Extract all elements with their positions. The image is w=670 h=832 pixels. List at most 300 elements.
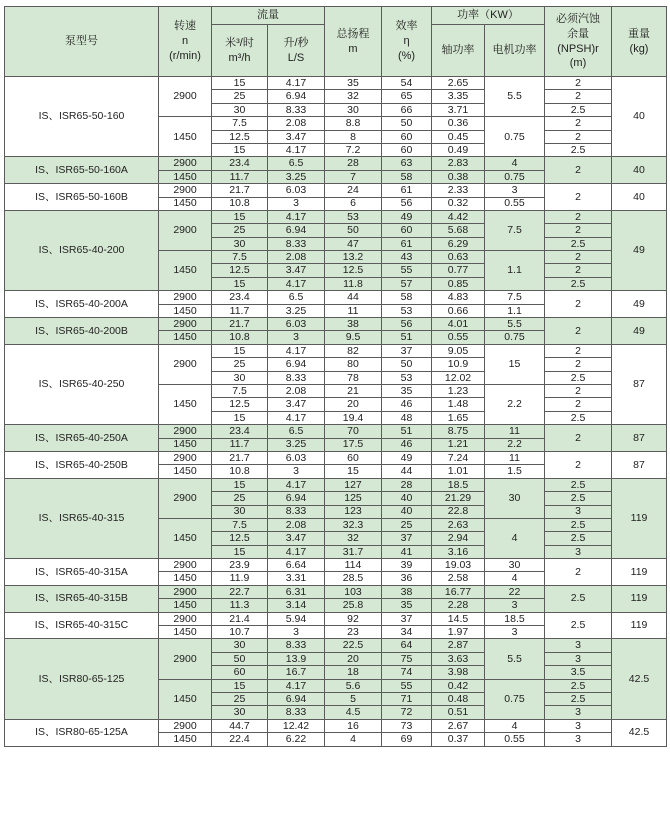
speed-cell: 1450: [159, 572, 212, 585]
efficiency-cell: 40: [382, 492, 432, 505]
motor-power-cell: 4: [485, 518, 545, 558]
pump-model-cell: IS、ISR65-40-250B: [5, 451, 159, 478]
flow-m3h-cell: 7.5: [212, 117, 268, 130]
efficiency-cell: 50: [382, 117, 432, 130]
head-cell: 70: [325, 425, 382, 438]
npsh-cell: 2: [545, 398, 612, 411]
pump-model-cell: IS、ISR65-40-200A: [5, 291, 159, 318]
head-cell: 13.2: [325, 251, 382, 264]
shaft-power-cell: 10.9: [432, 358, 485, 371]
shaft-power-cell: 0.37: [432, 733, 485, 746]
head-cell: 20: [325, 652, 382, 665]
motor-power-cell: 5.5: [485, 318, 545, 331]
speed-cell: 2900: [159, 184, 212, 197]
head-cell: 103: [325, 585, 382, 598]
flow-m3h-cell: 12.5: [212, 264, 268, 277]
npsh-cell: 2: [545, 344, 612, 357]
table-row: [5, 451, 667, 464]
table-row: [5, 612, 667, 625]
efficiency-cell: 44: [382, 465, 432, 478]
efficiency-cell: 58: [382, 291, 432, 304]
efficiency-cell: 37: [382, 532, 432, 545]
flow-ls-cell: 6.94: [268, 358, 325, 371]
npsh-cell: 2: [545, 451, 612, 478]
efficiency-cell: 75: [382, 652, 432, 665]
head-cell: 30: [325, 103, 382, 116]
head-cell: 5.6: [325, 679, 382, 692]
efficiency-cell: 40: [382, 505, 432, 518]
speed-cell: 1450: [159, 251, 212, 291]
header-flow: 流量: [212, 7, 325, 25]
motor-power-cell: 3: [485, 184, 545, 197]
flow-m3h-cell: 23.9: [212, 559, 268, 572]
flow-m3h-cell: 15: [212, 277, 268, 290]
flow-m3h-cell: 11.7: [212, 170, 268, 183]
shaft-power-cell: 3.63: [432, 652, 485, 665]
motor-power-cell: 3: [485, 599, 545, 612]
motor-power-cell: 4: [485, 572, 545, 585]
shaft-power-cell: 3.35: [432, 90, 485, 103]
flow-m3h-cell: 22.7: [212, 585, 268, 598]
flow-ls-cell: 6.94: [268, 90, 325, 103]
motor-power-cell: 0.75: [485, 679, 545, 719]
flow-ls-cell: 4.17: [268, 210, 325, 223]
speed-cell: 2900: [159, 585, 212, 598]
flow-m3h-cell: 22.4: [212, 733, 268, 746]
flow-m3h-cell: 15: [212, 478, 268, 491]
head-cell: 21: [325, 384, 382, 397]
efficiency-cell: 60: [382, 224, 432, 237]
flow-ls-cell: 3.47: [268, 398, 325, 411]
pump-model-cell: IS、ISR65-40-200B: [5, 318, 159, 345]
motor-power-cell: 1.1: [485, 304, 545, 317]
table-row: [5, 184, 667, 197]
flow-m3h-cell: 25: [212, 224, 268, 237]
shaft-power-cell: 0.55: [432, 331, 485, 344]
weight-cell: 119: [612, 612, 667, 639]
head-cell: 32: [325, 90, 382, 103]
npsh-cell: 2.5: [545, 478, 612, 491]
weight-cell: 119: [612, 585, 667, 612]
flow-ls-cell: 3: [268, 465, 325, 478]
shaft-power-cell: 2.58: [432, 572, 485, 585]
table-row: [5, 157, 667, 170]
head-cell: 23: [325, 626, 382, 639]
speed-cell: 1450: [159, 733, 212, 746]
motor-power-cell: 30: [485, 559, 545, 572]
shaft-power-cell: 0.38: [432, 170, 485, 183]
npsh-cell: 2: [545, 90, 612, 103]
pump-model-cell: IS、ISR65-40-250: [5, 344, 159, 424]
weight-cell: 49: [612, 291, 667, 318]
flow-m3h-cell: 50: [212, 652, 268, 665]
efficiency-cell: 55: [382, 264, 432, 277]
head-cell: 20: [325, 398, 382, 411]
efficiency-cell: 61: [382, 237, 432, 250]
table-row: [5, 585, 667, 598]
npsh-cell: 3: [545, 639, 612, 652]
pump-spec-table: [4, 6, 667, 747]
speed-cell: 1450: [159, 304, 212, 317]
head-cell: 44: [325, 291, 382, 304]
motor-power-cell: 15: [485, 344, 545, 384]
npsh-cell: 2.5: [545, 532, 612, 545]
npsh-cell: 2.5: [545, 612, 612, 639]
motor-power-cell: 1.1: [485, 251, 545, 291]
table-row: [5, 291, 667, 304]
flow-m3h-cell: 15: [212, 344, 268, 357]
motor-power-cell: 3: [485, 626, 545, 639]
head-cell: 114: [325, 559, 382, 572]
flow-m3h-cell: 60: [212, 666, 268, 679]
flow-m3h-cell: 15: [212, 545, 268, 558]
efficiency-cell: 36: [382, 572, 432, 585]
table-row: [5, 639, 667, 652]
efficiency-cell: 34: [382, 626, 432, 639]
speed-cell: 2900: [159, 612, 212, 625]
npsh-cell: 2.5: [545, 492, 612, 505]
flow-ls-cell: 6.22: [268, 733, 325, 746]
head-cell: 6: [325, 197, 382, 210]
table-body: [5, 77, 667, 747]
speed-cell: 2900: [159, 425, 212, 438]
head-cell: 12.5: [325, 264, 382, 277]
flow-m3h-cell: 25: [212, 358, 268, 371]
motor-power-cell: 11: [485, 451, 545, 464]
pump-model-cell: IS、ISR65-40-315B: [5, 585, 159, 612]
shaft-power-cell: 0.49: [432, 143, 485, 156]
shaft-power-cell: 1.65: [432, 411, 485, 424]
header-efficiency: 效率 η (%): [382, 7, 432, 77]
head-cell: 32: [325, 532, 382, 545]
motor-power-cell: 5.5: [485, 77, 545, 117]
npsh-cell: 2.5: [545, 237, 612, 250]
flow-m3h-cell: 30: [212, 371, 268, 384]
speed-cell: 1450: [159, 465, 212, 478]
table-row: [5, 425, 667, 438]
flow-m3h-cell: 12.5: [212, 532, 268, 545]
shaft-power-cell: 22.8: [432, 505, 485, 518]
shaft-power-cell: 0.48: [432, 692, 485, 705]
speed-cell: 2900: [159, 639, 212, 679]
npsh-cell: 2: [545, 358, 612, 371]
efficiency-cell: 60: [382, 130, 432, 143]
shaft-power-cell: 2.63: [432, 518, 485, 531]
flow-ls-cell: 4.17: [268, 344, 325, 357]
shaft-power-cell: 0.51: [432, 706, 485, 719]
flow-ls-cell: 3.25: [268, 304, 325, 317]
pump-model-cell: IS、ISR65-50-160B: [5, 184, 159, 211]
npsh-cell: 2: [545, 184, 612, 211]
npsh-cell: 2: [545, 318, 612, 345]
flow-ls-cell: 6.5: [268, 291, 325, 304]
efficiency-cell: 48: [382, 411, 432, 424]
flow-m3h-cell: 30: [212, 237, 268, 250]
flow-ls-cell: 8.33: [268, 237, 325, 250]
head-cell: 127: [325, 478, 382, 491]
flow-m3h-cell: 10.8: [212, 465, 268, 478]
head-cell: 15: [325, 465, 382, 478]
flow-ls-cell: 6.5: [268, 157, 325, 170]
motor-power-cell: 0.75: [485, 331, 545, 344]
flow-ls-cell: 3.47: [268, 130, 325, 143]
shaft-power-cell: 6.29: [432, 237, 485, 250]
npsh-cell: 2: [545, 224, 612, 237]
efficiency-cell: 37: [382, 612, 432, 625]
motor-power-cell: 5.5: [485, 639, 545, 679]
weight-cell: 42.5: [612, 719, 667, 746]
flow-m3h-cell: 12.5: [212, 130, 268, 143]
shaft-power-cell: 9.05: [432, 344, 485, 357]
flow-ls-cell: 8.33: [268, 103, 325, 116]
head-cell: 17.5: [325, 438, 382, 451]
weight-cell: 40: [612, 157, 667, 184]
npsh-cell: 2.5: [545, 679, 612, 692]
flow-m3h-cell: 23.4: [212, 157, 268, 170]
shaft-power-cell: 2.67: [432, 719, 485, 732]
weight-cell: 87: [612, 344, 667, 424]
speed-cell: 2900: [159, 157, 212, 170]
speed-cell: 2900: [159, 478, 212, 518]
flow-m3h-cell: 15: [212, 411, 268, 424]
efficiency-cell: 65: [382, 90, 432, 103]
pump-model-cell: IS、ISR65-50-160A: [5, 157, 159, 184]
flow-ls-cell: 3: [268, 626, 325, 639]
flow-ls-cell: 13.9: [268, 652, 325, 665]
npsh-cell: 2: [545, 77, 612, 90]
shaft-power-cell: 4.42: [432, 210, 485, 223]
speed-cell: 1450: [159, 599, 212, 612]
motor-power-cell: 2.2: [485, 384, 545, 424]
shaft-power-cell: 4.01: [432, 318, 485, 331]
efficiency-cell: 49: [382, 451, 432, 464]
npsh-cell: 2: [545, 559, 612, 586]
head-cell: 125: [325, 492, 382, 505]
motor-power-cell: 4: [485, 157, 545, 170]
header-flow-ls: 升/秒 L/S: [268, 25, 325, 77]
flow-ls-cell: 6.03: [268, 184, 325, 197]
speed-cell: 2900: [159, 719, 212, 732]
flow-ls-cell: 3.47: [268, 532, 325, 545]
npsh-cell: 2.5: [545, 585, 612, 612]
efficiency-cell: 54: [382, 77, 432, 90]
motor-power-cell: 0.75: [485, 170, 545, 183]
shaft-power-cell: 0.32: [432, 197, 485, 210]
flow-ls-cell: 6.94: [268, 492, 325, 505]
flow-m3h-cell: 25: [212, 492, 268, 505]
head-cell: 8.8: [325, 117, 382, 130]
weight-cell: 49: [612, 318, 667, 345]
flow-m3h-cell: 11.9: [212, 572, 268, 585]
motor-power-cell: 11: [485, 425, 545, 438]
flow-m3h-cell: 23.4: [212, 425, 268, 438]
head-cell: 18: [325, 666, 382, 679]
weight-cell: 40: [612, 184, 667, 211]
header-flow-m3h: 米³/时 m³/h: [212, 25, 268, 77]
head-cell: 32.3: [325, 518, 382, 531]
flow-ls-cell: 6.31: [268, 585, 325, 598]
flow-m3h-cell: 15: [212, 143, 268, 156]
head-cell: 11.8: [325, 277, 382, 290]
shaft-power-cell: 0.36: [432, 117, 485, 130]
efficiency-cell: 46: [382, 398, 432, 411]
head-cell: 7: [325, 170, 382, 183]
efficiency-cell: 25: [382, 518, 432, 531]
head-cell: 24: [325, 184, 382, 197]
flow-ls-cell: 3.47: [268, 264, 325, 277]
shaft-power-cell: 14.5: [432, 612, 485, 625]
flow-m3h-cell: 10.8: [212, 331, 268, 344]
shaft-power-cell: 0.45: [432, 130, 485, 143]
head-cell: 28: [325, 157, 382, 170]
npsh-cell: 2.5: [545, 143, 612, 156]
npsh-cell: 2: [545, 157, 612, 184]
table-row: [5, 77, 667, 90]
weight-cell: 40: [612, 77, 667, 157]
pump-model-cell: IS、ISR65-50-160: [5, 77, 159, 157]
flow-m3h-cell: 21.7: [212, 451, 268, 464]
speed-cell: 1450: [159, 518, 212, 558]
motor-power-cell: 0.55: [485, 197, 545, 210]
head-cell: 4.5: [325, 706, 382, 719]
efficiency-cell: 56: [382, 318, 432, 331]
flow-ls-cell: 4.17: [268, 478, 325, 491]
speed-cell: 2900: [159, 318, 212, 331]
shaft-power-cell: 0.85: [432, 277, 485, 290]
speed-cell: 1450: [159, 117, 212, 157]
head-cell: 60: [325, 451, 382, 464]
efficiency-cell: 55: [382, 679, 432, 692]
npsh-cell: 2: [545, 425, 612, 452]
npsh-cell: 3.5: [545, 666, 612, 679]
weight-cell: 87: [612, 451, 667, 478]
head-cell: 38: [325, 318, 382, 331]
motor-power-cell: 7.5: [485, 291, 545, 304]
header-model: 泵型号: [5, 7, 159, 77]
efficiency-cell: 63: [382, 157, 432, 170]
npsh-cell: 3: [545, 505, 612, 518]
head-cell: 80: [325, 358, 382, 371]
flow-ls-cell: 2.08: [268, 251, 325, 264]
flow-ls-cell: 2.08: [268, 518, 325, 531]
header-speed: 转速 n (r/min): [159, 7, 212, 77]
npsh-cell: 2: [545, 210, 612, 223]
efficiency-cell: 35: [382, 599, 432, 612]
flow-m3h-cell: 30: [212, 103, 268, 116]
speed-cell: 1450: [159, 626, 212, 639]
efficiency-cell: 51: [382, 425, 432, 438]
flow-m3h-cell: 21.4: [212, 612, 268, 625]
motor-power-cell: 0.75: [485, 117, 545, 157]
table-row: [5, 318, 667, 331]
head-cell: 28.5: [325, 572, 382, 585]
flow-m3h-cell: 11.7: [212, 438, 268, 451]
pump-model-cell: IS、ISR65-40-315A: [5, 559, 159, 586]
efficiency-cell: 53: [382, 304, 432, 317]
shaft-power-cell: 2.94: [432, 532, 485, 545]
flow-ls-cell: 4.17: [268, 679, 325, 692]
shaft-power-cell: 2.87: [432, 639, 485, 652]
flow-m3h-cell: 23.4: [212, 291, 268, 304]
efficiency-cell: 35: [382, 384, 432, 397]
head-cell: 11: [325, 304, 382, 317]
speed-cell: 1450: [159, 197, 212, 210]
npsh-cell: 2.5: [545, 692, 612, 705]
shaft-power-cell: 2.33: [432, 184, 485, 197]
pump-model-cell: IS、ISR65-40-200: [5, 210, 159, 290]
npsh-cell: 2: [545, 130, 612, 143]
npsh-cell: 2.5: [545, 103, 612, 116]
speed-cell: 1450: [159, 331, 212, 344]
table-row: [5, 344, 667, 357]
flow-ls-cell: 3.25: [268, 170, 325, 183]
npsh-cell: 2: [545, 264, 612, 277]
efficiency-cell: 74: [382, 666, 432, 679]
shaft-power-cell: 8.75: [432, 425, 485, 438]
speed-cell: 2900: [159, 77, 212, 117]
head-cell: 50: [325, 224, 382, 237]
efficiency-cell: 46: [382, 438, 432, 451]
weight-cell: 87: [612, 425, 667, 452]
speed-cell: 1450: [159, 170, 212, 183]
flow-m3h-cell: 44.7: [212, 719, 268, 732]
shaft-power-cell: 3.71: [432, 103, 485, 116]
motor-power-cell: 18.5: [485, 612, 545, 625]
head-cell: 53: [325, 210, 382, 223]
efficiency-cell: 71: [382, 692, 432, 705]
flow-ls-cell: 2.08: [268, 117, 325, 130]
flow-m3h-cell: 7.5: [212, 518, 268, 531]
flow-ls-cell: 6.94: [268, 692, 325, 705]
npsh-cell: 3: [545, 719, 612, 732]
speed-cell: 2900: [159, 451, 212, 464]
efficiency-cell: 56: [382, 197, 432, 210]
npsh-cell: 3: [545, 652, 612, 665]
pump-model-cell: IS、ISR80-65-125A: [5, 719, 159, 746]
efficiency-cell: 72: [382, 706, 432, 719]
head-cell: 47: [325, 237, 382, 250]
flow-m3h-cell: 30: [212, 505, 268, 518]
efficiency-cell: 28: [382, 478, 432, 491]
header-npsh: 必须汽蚀 余量 (NPSH)r (m): [545, 7, 612, 77]
shaft-power-cell: 5.68: [432, 224, 485, 237]
flow-ls-cell: 4.17: [268, 143, 325, 156]
weight-cell: 42.5: [612, 639, 667, 719]
npsh-cell: 2: [545, 251, 612, 264]
motor-power-cell: 22: [485, 585, 545, 598]
head-cell: 31.7: [325, 545, 382, 558]
flow-ls-cell: 6.94: [268, 224, 325, 237]
head-cell: 4: [325, 733, 382, 746]
npsh-cell: 3: [545, 733, 612, 746]
flow-ls-cell: 6.5: [268, 425, 325, 438]
flow-ls-cell: 4.17: [268, 545, 325, 558]
shaft-power-cell: 16.77: [432, 585, 485, 598]
shaft-power-cell: 3.16: [432, 545, 485, 558]
weight-cell: 49: [612, 210, 667, 290]
shaft-power-cell: 2.65: [432, 77, 485, 90]
head-cell: 7.2: [325, 143, 382, 156]
npsh-cell: 2: [545, 117, 612, 130]
head-cell: 8: [325, 130, 382, 143]
flow-m3h-cell: 25: [212, 692, 268, 705]
speed-cell: 2900: [159, 559, 212, 572]
flow-m3h-cell: 10.7: [212, 626, 268, 639]
flow-ls-cell: 4.17: [268, 411, 325, 424]
flow-ls-cell: 4.17: [268, 77, 325, 90]
efficiency-cell: 58: [382, 170, 432, 183]
head-cell: 22.5: [325, 639, 382, 652]
